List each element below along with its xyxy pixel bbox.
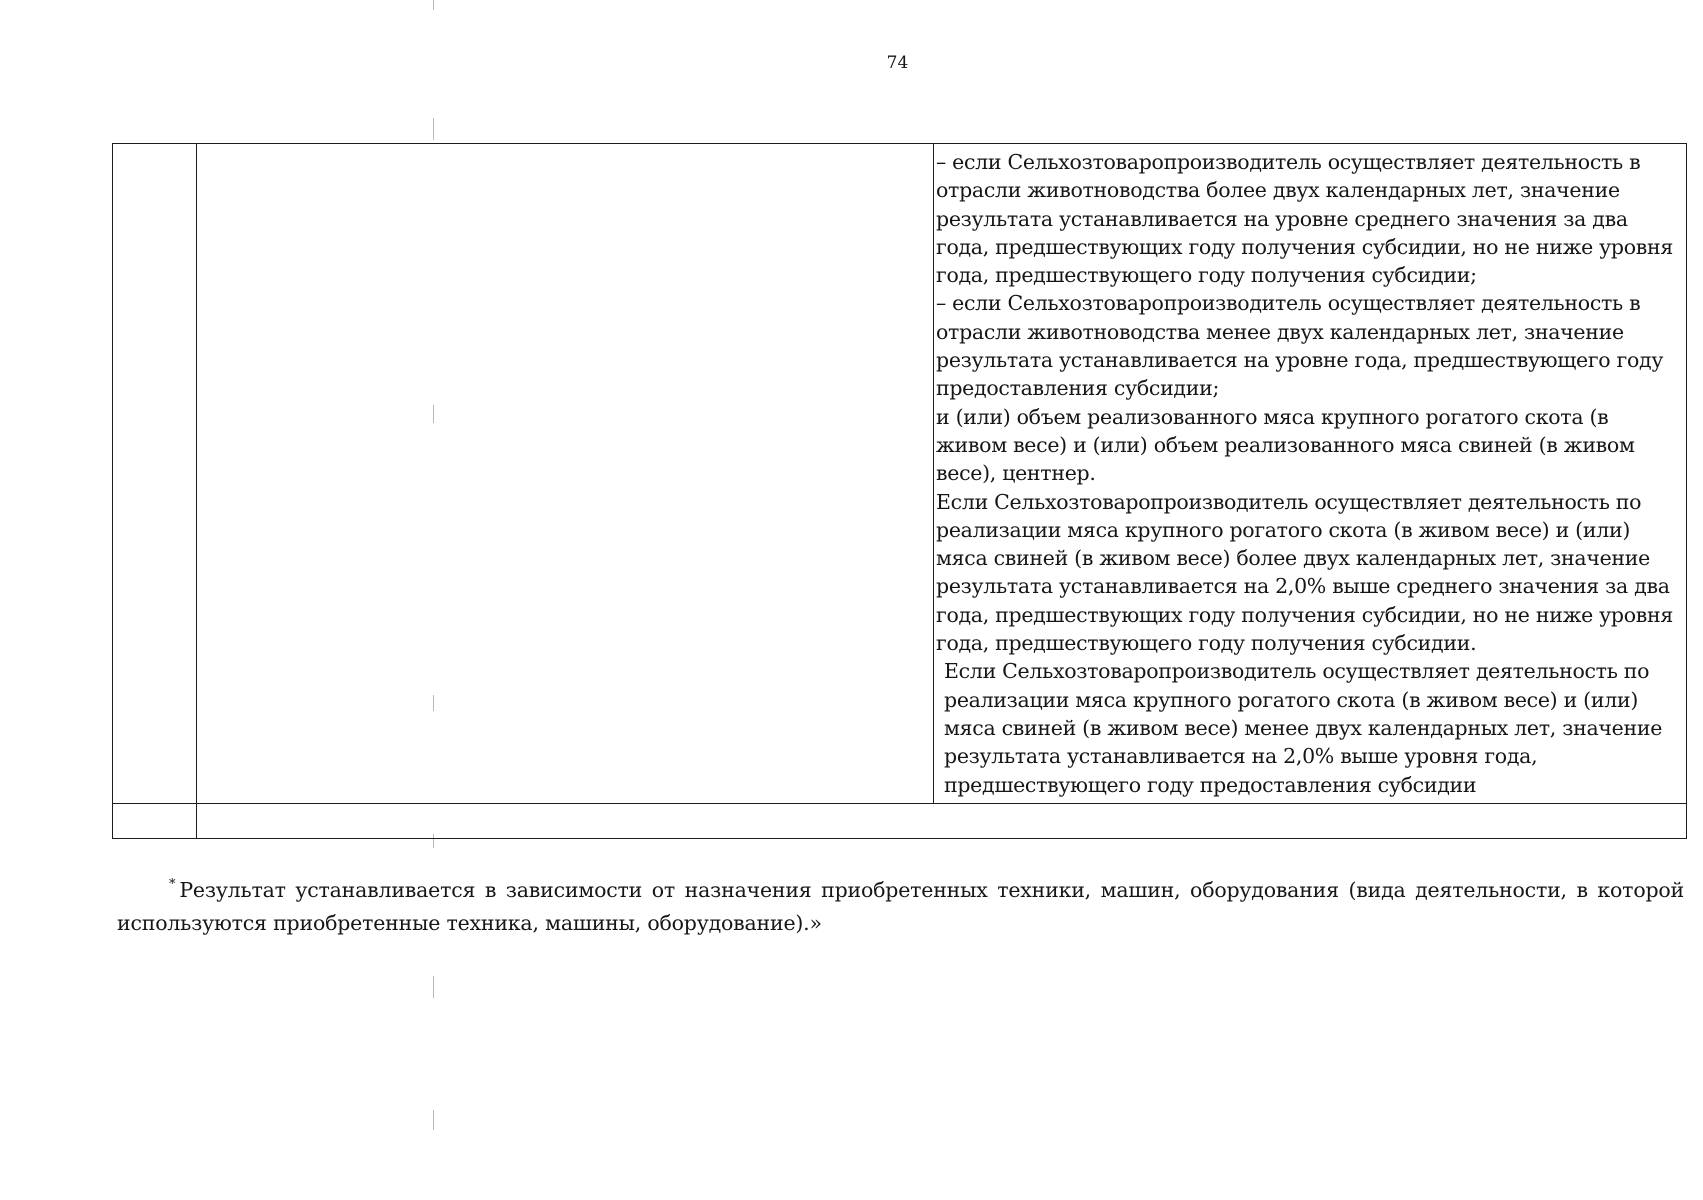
scan-artifact-line	[433, 976, 434, 998]
row-content-cell	[197, 803, 1687, 838]
footnote-marker: *	[169, 877, 176, 892]
result-paragraph: – если Сельхозтоваропроизводитель осуществляет деятельность в отрасли животноводства менее двух календарных лет, значение результата устанавливается на уровне года, предшествующего году предоставления субсидии;	[936, 291, 1664, 401]
row-name-cell	[197, 144, 934, 804]
table-row	[113, 803, 1687, 838]
results-table	[112, 143, 1687, 839]
row-number-cell	[113, 144, 197, 804]
scan-artifact-line	[433, 118, 434, 140]
footnote-text: Результат устанавливается в зависимости от назначения приобретенных техники, машин, оборудования (вида деятельности, в которой используются приобретенные техника, машины, оборудование).»	[117, 878, 1684, 935]
result-paragraph: – если Сельхозтоваропроизводитель осуществляет деятельность в отрасли животноводства более двух календарных лет, значение результата устанавливается на уровне среднего значения за два года, предшествующих году получения субсидии, но не ниже уровня года, предшествующего году получения субсидии;	[936, 150, 1674, 288]
scan-artifact-line	[433, 1110, 434, 1130]
table-row	[113, 144, 1687, 804]
scan-artifact-line	[433, 0, 434, 10]
page-number: 74	[886, 53, 909, 73]
result-cell	[934, 144, 1687, 804]
result-paragraph: Если Сельхозтоваропроизводитель осуществляет деятельность по реализации мяса крупного рогатого скота (в живом весе) и (или) мяса свиней (в живом весе) менее двух календарных лет, значение результата устанавливается на 2,0% выше уровня года, предшествующего году предоставления субсидии	[944, 659, 1663, 797]
row-number-cell	[113, 803, 197, 838]
result-paragraph: Если Сельхозтоваропроизводитель осуществляет деятельность по реализации мяса крупного рогатого скота (в живом весе) и (или) мяса свиней (в живом весе) более двух календарных лет, значение результата устанавливается на 2,0% выше среднего значения за два года, предшествующих году получения субсидии, но не ниже уровня года, предшествующего году получения субсидии.	[936, 489, 1674, 656]
footnote	[117, 868, 1684, 940]
result-paragraph: и (или) объем реализованного мяса крупного рогатого скота (в живом весе) и (или) объем реализованного мяса свиней (в живом весе), центнер.	[936, 404, 1635, 486]
